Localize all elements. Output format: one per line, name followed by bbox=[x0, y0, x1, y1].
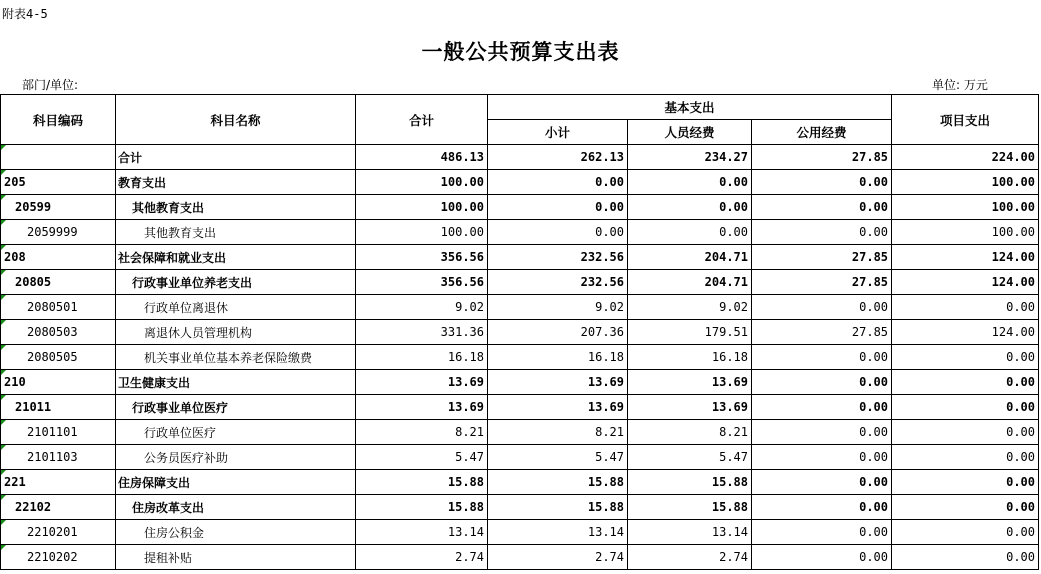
department-label: 部门/单位: bbox=[22, 78, 79, 92]
subtotal-cell: 13.69 bbox=[488, 395, 628, 420]
code-cell bbox=[1, 145, 116, 170]
name-cell: 行政单位医疗 bbox=[116, 420, 356, 445]
public-cell: 27.85 bbox=[752, 270, 892, 295]
unit-label: 单位: 万元 bbox=[932, 78, 988, 92]
subtotal-cell: 9.02 bbox=[488, 295, 628, 320]
personnel-cell: 0.00 bbox=[628, 170, 752, 195]
public-cell: 0.00 bbox=[752, 370, 892, 395]
name-cell: 卫生健康支出 bbox=[116, 370, 356, 395]
total-cell: 13.69 bbox=[356, 395, 488, 420]
total-cell: 8.21 bbox=[356, 420, 488, 445]
subtotal-cell: 5.47 bbox=[488, 445, 628, 470]
project-cell: 100.00 bbox=[892, 195, 1039, 220]
total-cell: 356.56 bbox=[356, 270, 488, 295]
code-cell: 208 bbox=[1, 245, 116, 270]
public-cell: 0.00 bbox=[752, 195, 892, 220]
personnel-cell: 204.71 bbox=[628, 270, 752, 295]
project-cell: 0.00 bbox=[892, 420, 1039, 445]
page-title: 一般公共预算支出表 bbox=[421, 39, 620, 64]
personnel-cell: 204.71 bbox=[628, 245, 752, 270]
project-cell: 124.00 bbox=[892, 270, 1039, 295]
name-cell: 住房公积金 bbox=[116, 520, 356, 545]
personnel-cell: 0.00 bbox=[628, 220, 752, 245]
project-cell: 224.00 bbox=[892, 145, 1039, 170]
total-cell: 100.00 bbox=[356, 170, 488, 195]
subtotal-cell: 207.36 bbox=[488, 320, 628, 345]
header-public: 公用经费 bbox=[752, 120, 892, 145]
public-cell: 27.85 bbox=[752, 145, 892, 170]
total-cell: 100.00 bbox=[356, 195, 488, 220]
total-cell: 331.36 bbox=[356, 320, 488, 345]
name-cell: 行政事业单位养老支出 bbox=[116, 270, 356, 295]
project-cell: 124.00 bbox=[892, 245, 1039, 270]
personnel-cell: 8.21 bbox=[628, 420, 752, 445]
public-cell: 0.00 bbox=[752, 445, 892, 470]
table-row bbox=[1, 245, 1039, 270]
header-name: 科目名称 bbox=[116, 95, 356, 145]
table-row bbox=[1, 520, 1039, 545]
project-cell: 100.00 bbox=[892, 170, 1039, 195]
personnel-cell: 234.27 bbox=[628, 145, 752, 170]
code-cell: 20805 bbox=[1, 270, 116, 295]
public-cell: 27.85 bbox=[752, 245, 892, 270]
personnel-cell: 15.88 bbox=[628, 495, 752, 520]
personnel-cell: 5.47 bbox=[628, 445, 752, 470]
subtotal-cell: 13.14 bbox=[488, 520, 628, 545]
public-cell: 0.00 bbox=[752, 220, 892, 245]
personnel-cell: 0.00 bbox=[628, 195, 752, 220]
table-row bbox=[1, 545, 1039, 570]
total-cell: 15.88 bbox=[356, 470, 488, 495]
name-cell: 行政单位离退休 bbox=[116, 295, 356, 320]
total-cell: 100.00 bbox=[356, 220, 488, 245]
name-cell: 合计 bbox=[116, 145, 356, 170]
name-cell: 其他教育支出 bbox=[116, 195, 356, 220]
public-cell: 0.00 bbox=[752, 520, 892, 545]
personnel-cell: 179.51 bbox=[628, 320, 752, 345]
subtotal-cell: 2.74 bbox=[488, 545, 628, 570]
public-cell: 0.00 bbox=[752, 345, 892, 370]
project-cell: 0.00 bbox=[892, 370, 1039, 395]
name-cell: 住房保障支出 bbox=[116, 470, 356, 495]
public-cell: 0.00 bbox=[752, 295, 892, 320]
subtotal-cell: 232.56 bbox=[488, 270, 628, 295]
project-cell: 0.00 bbox=[892, 520, 1039, 545]
code-cell: 221 bbox=[1, 470, 116, 495]
total-cell: 9.02 bbox=[356, 295, 488, 320]
personnel-cell: 2.74 bbox=[628, 545, 752, 570]
public-cell: 0.00 bbox=[752, 170, 892, 195]
public-cell: 0.00 bbox=[752, 495, 892, 520]
total-cell: 356.56 bbox=[356, 245, 488, 270]
subtotal-cell: 15.88 bbox=[488, 495, 628, 520]
table-row bbox=[1, 295, 1039, 320]
table-row bbox=[1, 320, 1039, 345]
code-cell: 2101103 bbox=[1, 445, 116, 470]
code-cell: 2210202 bbox=[1, 545, 116, 570]
code-cell: 2080501 bbox=[1, 295, 116, 320]
total-cell: 13.69 bbox=[356, 370, 488, 395]
header-code: 科目编码 bbox=[1, 95, 116, 145]
public-cell: 0.00 bbox=[752, 420, 892, 445]
project-cell: 0.00 bbox=[892, 345, 1039, 370]
table-row bbox=[1, 220, 1039, 245]
header-project: 项目支出 bbox=[892, 95, 1039, 145]
public-cell: 0.00 bbox=[752, 395, 892, 420]
name-cell: 其他教育支出 bbox=[116, 220, 356, 245]
total-cell: 13.14 bbox=[356, 520, 488, 545]
subtotal-cell: 15.88 bbox=[488, 470, 628, 495]
name-cell: 行政事业单位医疗 bbox=[116, 395, 356, 420]
subtotal-cell: 0.00 bbox=[488, 170, 628, 195]
project-cell: 0.00 bbox=[892, 545, 1039, 570]
table-row bbox=[1, 370, 1039, 395]
name-cell: 教育支出 bbox=[116, 170, 356, 195]
table-row bbox=[1, 420, 1039, 445]
code-cell: 2210201 bbox=[1, 520, 116, 545]
subtotal-cell: 232.56 bbox=[488, 245, 628, 270]
code-cell: 2080505 bbox=[1, 345, 116, 370]
public-cell: 27.85 bbox=[752, 320, 892, 345]
subtotal-cell: 0.00 bbox=[488, 220, 628, 245]
table-row bbox=[1, 345, 1039, 370]
table-row bbox=[1, 395, 1039, 420]
total-cell: 2.74 bbox=[356, 545, 488, 570]
total-cell: 5.47 bbox=[356, 445, 488, 470]
name-cell: 离退休人员管理机构 bbox=[116, 320, 356, 345]
table-row bbox=[1, 145, 1039, 170]
project-cell: 0.00 bbox=[892, 395, 1039, 420]
name-cell: 提租补贴 bbox=[116, 545, 356, 570]
subtotal-cell: 262.13 bbox=[488, 145, 628, 170]
project-cell: 0.00 bbox=[892, 470, 1039, 495]
code-cell: 2059999 bbox=[1, 220, 116, 245]
personnel-cell: 15.88 bbox=[628, 470, 752, 495]
code-cell: 205 bbox=[1, 170, 116, 195]
public-cell: 0.00 bbox=[752, 545, 892, 570]
name-cell: 机关事业单位基本养老保险缴费 bbox=[116, 345, 356, 370]
subtotal-cell: 13.69 bbox=[488, 370, 628, 395]
subtotal-cell: 8.21 bbox=[488, 420, 628, 445]
header-personnel: 人员经费 bbox=[628, 120, 752, 145]
code-cell: 22102 bbox=[1, 495, 116, 520]
name-cell: 住房改革支出 bbox=[116, 495, 356, 520]
project-cell: 0.00 bbox=[892, 445, 1039, 470]
code-cell: 2080503 bbox=[1, 320, 116, 345]
personnel-cell: 9.02 bbox=[628, 295, 752, 320]
table-row bbox=[1, 270, 1039, 295]
table-row bbox=[1, 470, 1039, 495]
table-row bbox=[1, 495, 1039, 520]
code-cell: 21011 bbox=[1, 395, 116, 420]
personnel-cell: 13.14 bbox=[628, 520, 752, 545]
personnel-cell: 13.69 bbox=[628, 370, 752, 395]
budget-table bbox=[0, 94, 1039, 570]
code-cell: 2101101 bbox=[1, 420, 116, 445]
header-basic: 基本支出 bbox=[488, 95, 892, 120]
code-cell: 20599 bbox=[1, 195, 116, 220]
personnel-cell: 16.18 bbox=[628, 345, 752, 370]
total-cell: 16.18 bbox=[356, 345, 488, 370]
project-cell: 124.00 bbox=[892, 320, 1039, 345]
personnel-cell: 13.69 bbox=[628, 395, 752, 420]
project-cell: 100.00 bbox=[892, 220, 1039, 245]
header-subtotal: 小计 bbox=[488, 120, 628, 145]
table-row bbox=[1, 445, 1039, 470]
public-cell: 0.00 bbox=[752, 470, 892, 495]
total-cell: 15.88 bbox=[356, 495, 488, 520]
total-cell: 486.13 bbox=[356, 145, 488, 170]
table-row bbox=[1, 170, 1039, 195]
project-cell: 0.00 bbox=[892, 495, 1039, 520]
name-cell: 社会保障和就业支出 bbox=[116, 245, 356, 270]
subtotal-cell: 16.18 bbox=[488, 345, 628, 370]
appendix-note: 附表4-5 bbox=[2, 7, 48, 21]
table-row bbox=[1, 195, 1039, 220]
header-total: 合计 bbox=[356, 95, 488, 145]
code-cell: 210 bbox=[1, 370, 116, 395]
subtotal-cell: 0.00 bbox=[488, 195, 628, 220]
name-cell: 公务员医疗补助 bbox=[116, 445, 356, 470]
project-cell: 0.00 bbox=[892, 295, 1039, 320]
